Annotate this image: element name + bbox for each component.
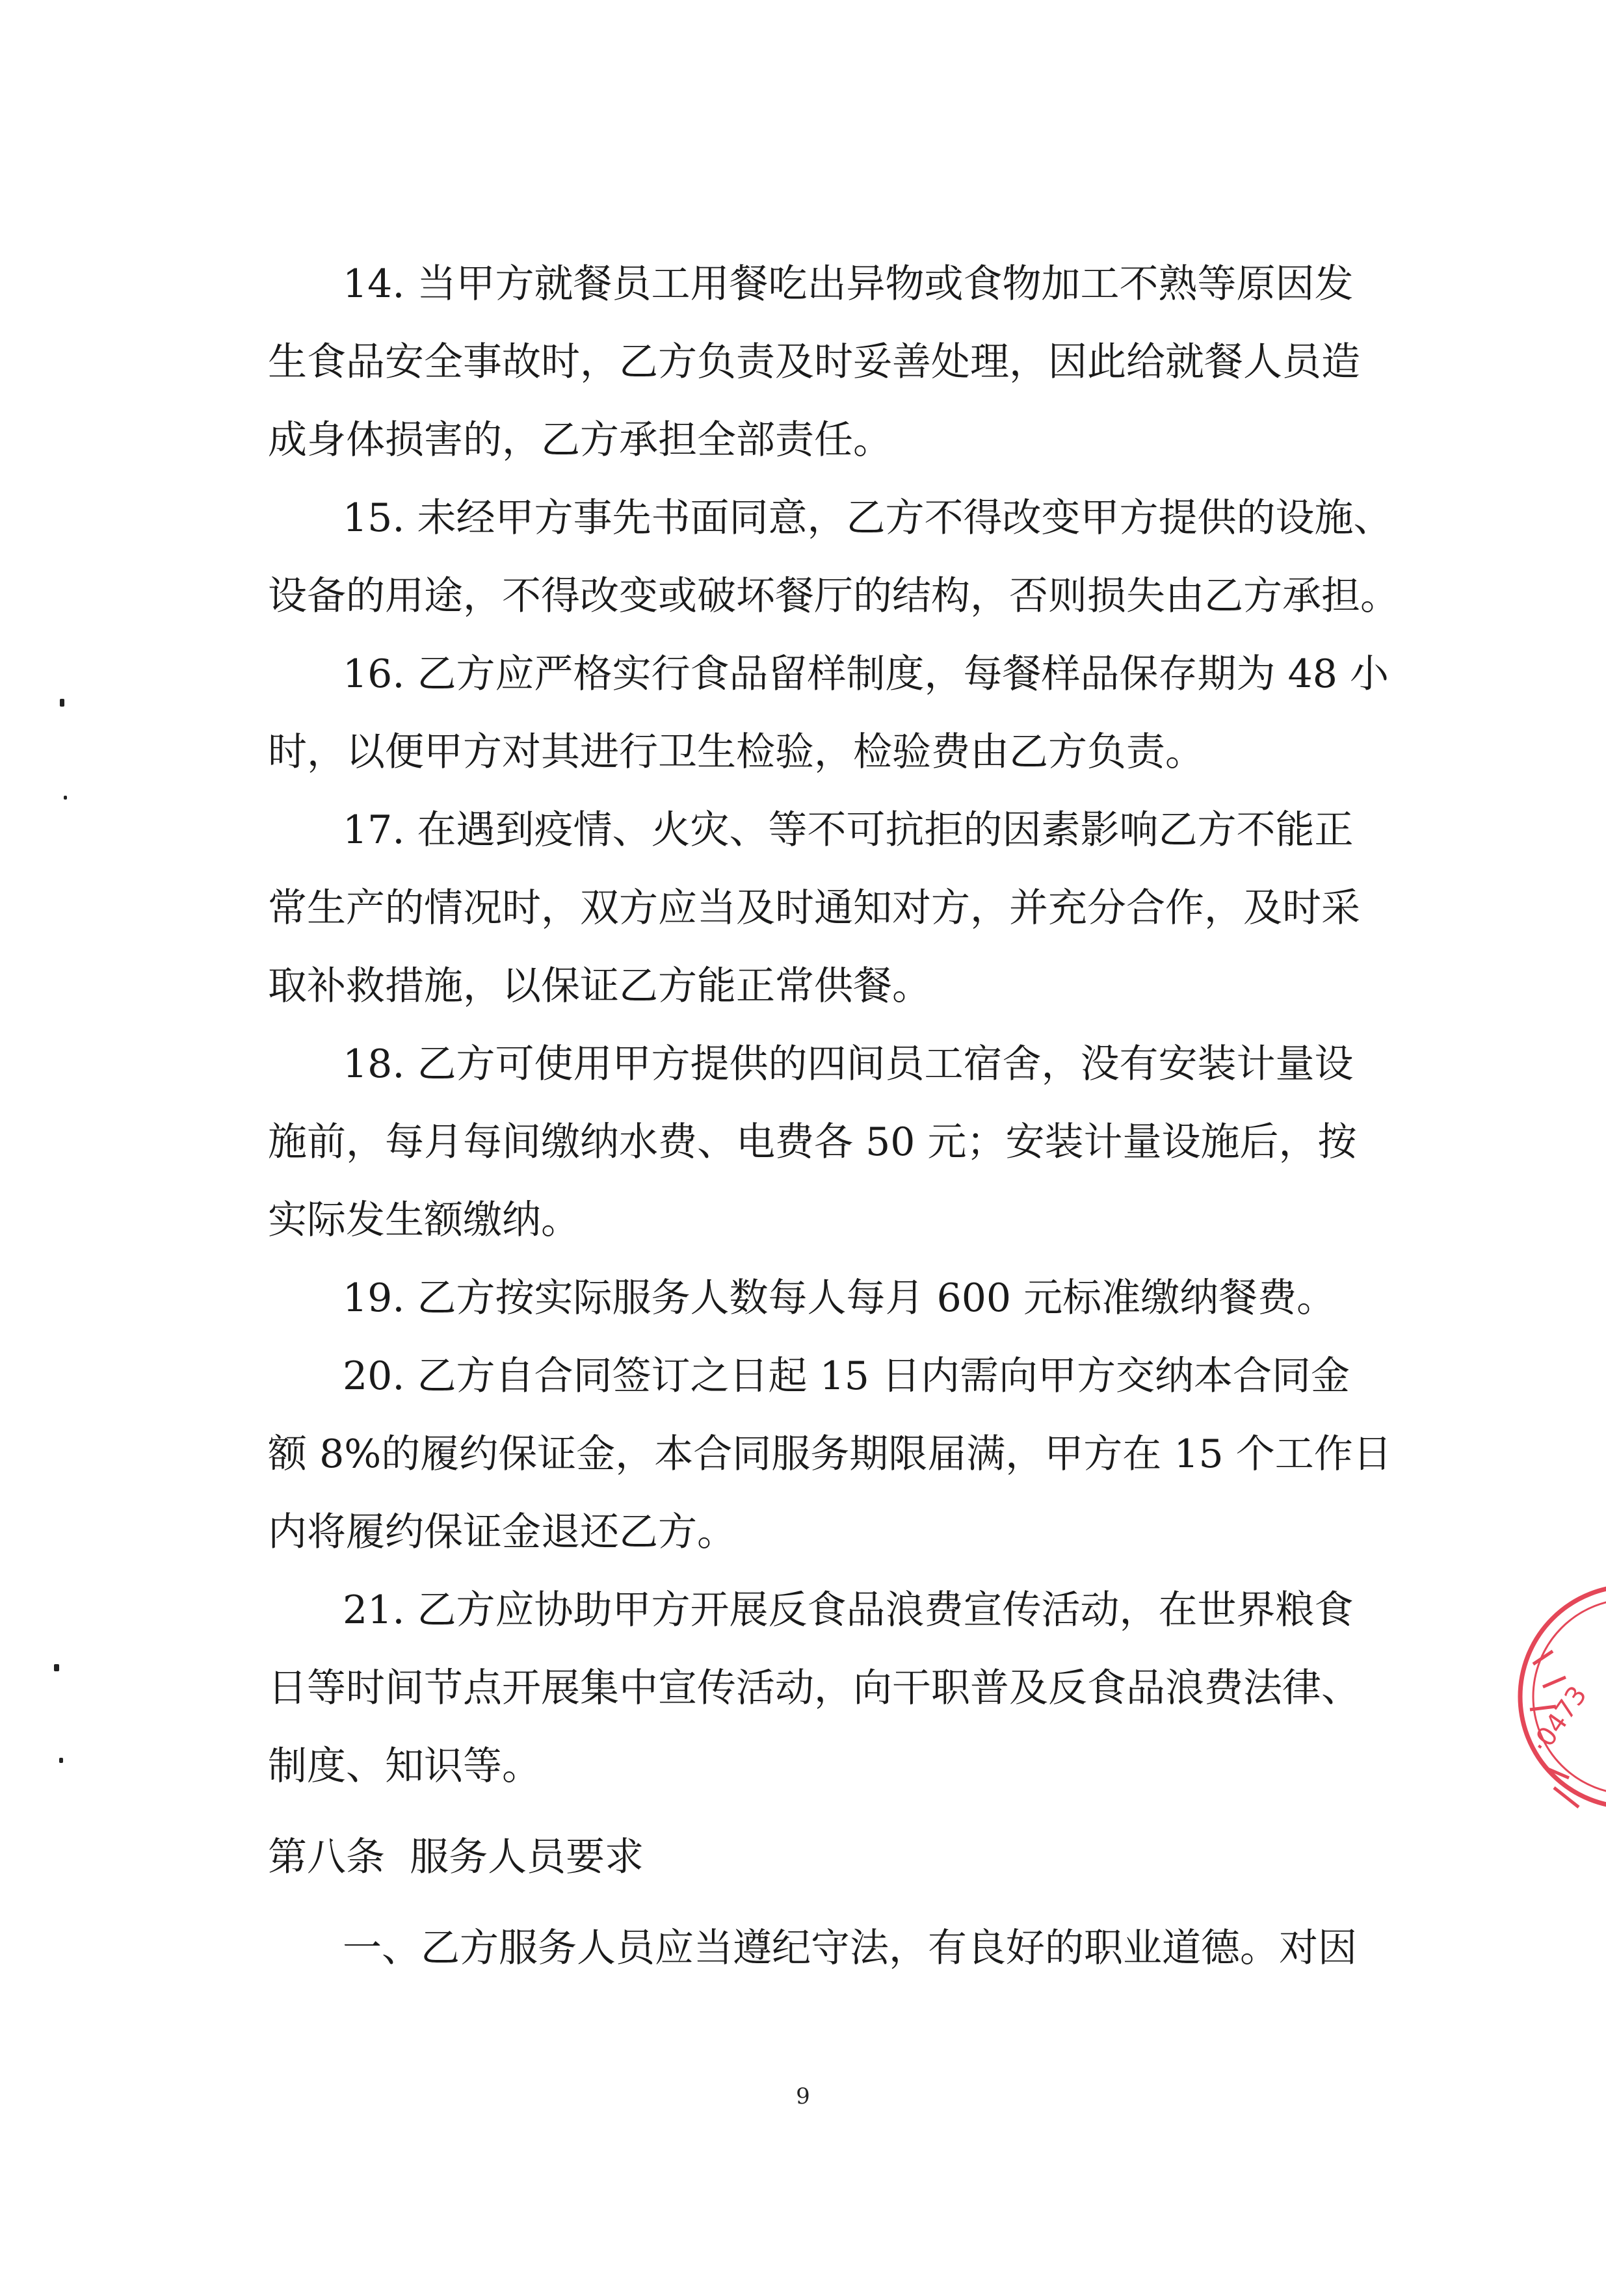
partial-red-seal (1507, 1573, 1606, 1820)
scan-speck (60, 699, 64, 707)
item-17-line-3: 取补救措施，以保证乙方能正常供餐。 (268, 963, 931, 1009)
item-19-line-1: 19. 乙方按实际服务人数每人每月 600 元标准缴纳餐费。 (343, 1275, 1336, 1321)
item-17-line-2: 常生产的情况时，双方应当及时通知对方，并充分合作，及时采 (268, 885, 1360, 931)
item-15-line-2: 设备的用途，不得改变或破坏餐厅的结构，否则损失由乙方承担。 (268, 573, 1399, 619)
section-8-item-1-line-1: 一、乙方服务人员应当遵纪守法，有良好的职业道德。对因 (343, 1925, 1357, 1971)
item-21-line-2: 日等时间节点开展集中宣传活动，向干职普及反食品浪费法律、 (268, 1665, 1360, 1711)
item-21-line-3: 制度、知识等。 (268, 1743, 541, 1789)
section-heading: 第八条 服务人员要求 (268, 1834, 644, 1880)
scan-speck (59, 1758, 63, 1763)
item-14-line-3: 成身体损害的，乙方承担全部责任。 (268, 417, 892, 463)
item-18-line-1: 18. 乙方可使用甲方提供的四间员工宿舍，没有安装计量设 (343, 1041, 1354, 1087)
item-21-line-1: 21. 乙方应协助甲方开展反食品浪费宣传活动，在世界粮食 (343, 1587, 1354, 1633)
item-20-line-1: 20. 乙方自合同签订之日起 15 日内需向甲方交纳本合同金 (343, 1353, 1350, 1399)
seal-fragment-text: ·0473 (1525, 1680, 1593, 1759)
page-number: 9 (796, 2083, 810, 2109)
item-15-line-1: 15. 未经甲方事先书面同意，乙方不得改变甲方提供的设施、 (343, 495, 1393, 541)
item-18-line-2: 施前，每月每间缴纳水费、电费各 50 元；安装计量设施后，按 (268, 1119, 1357, 1165)
item-17-line-1: 17. 在遇到疫情、火灾、等不可抗拒的因素影响乙方不能正 (343, 807, 1354, 853)
scan-speck (64, 796, 67, 800)
item-16-line-1: 16. 乙方应严格实行食品留样制度，每餐样品保存期为 48 小 (343, 651, 1389, 697)
item-14-line-1: 14. 当甲方就餐员工用餐吃出异物或食物加工不熟等原因发 (343, 261, 1354, 307)
scan-speck (54, 1664, 59, 1671)
item-14-line-2: 生食品安全事故时，乙方负责及时妥善处理，因此给就餐人员造 (268, 339, 1360, 385)
item-20-line-3: 内将履约保证金退还乙方。 (268, 1509, 736, 1555)
item-16-line-2: 时，以便甲方对其进行卫生检验，检验费由乙方负责。 (268, 729, 1204, 775)
item-20-line-2: 额 8%的履约保证金，本合同服务期限届满，甲方在 15 个工作日 (268, 1431, 1392, 1477)
item-18-line-3: 实际发生额缴纳。 (268, 1197, 580, 1243)
